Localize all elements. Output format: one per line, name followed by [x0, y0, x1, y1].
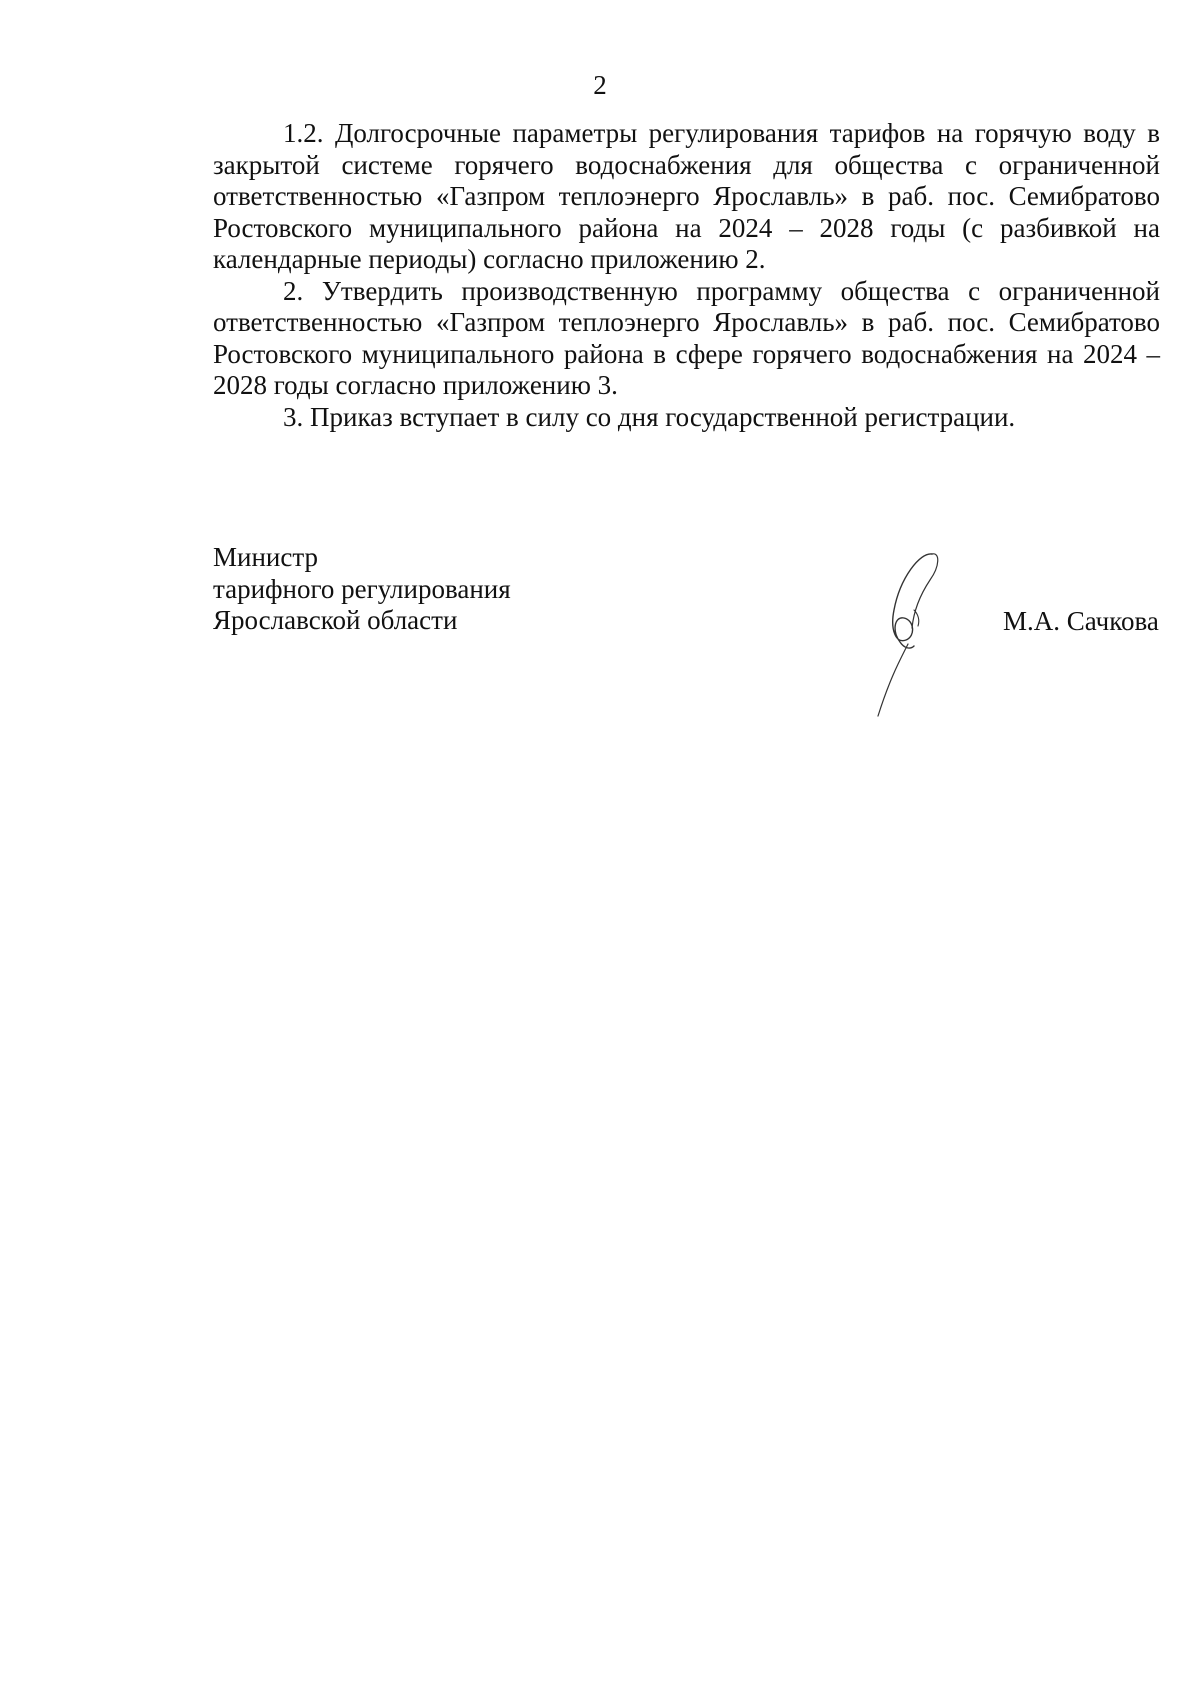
signatory-title: [213, 542, 511, 637]
signatory-title-line: тарифного регулирования: [213, 573, 511, 604]
paragraph-3: 3. Приказ вступает в силу со дня государственной регистрации.: [283, 401, 1016, 432]
signatory-title-line: Ярославской области: [213, 605, 458, 635]
signatory-title-line: Министр: [213, 542, 318, 572]
signatory-name: М.А. Сачкова: [1003, 606, 1159, 636]
page-number: 2: [593, 70, 607, 100]
paragraph-1-2: 1.2. Долгосрочные параметры регулирования тарифов на горячую воду в закрытой системе горячего водоснабжения для общества с ограниченной ответственностью «Газпром теплоэнерго Ярославль» в раб. пос. Семибратово Ростовского муниципального района на 2024 – 2028 годы (с разбивкой на календарные периоды) согласно приложению 2.: [213, 118, 1160, 274]
document-body: [213, 118, 1160, 433]
paragraph-2: 2. Утвердить производственную программу общества с ограниченной ответственностью «Газпром теплоэнерго Ярославль» в раб. пос. Семибратово Ростовского муниципального района в сфере горячего водоснабжения на 2024 – 2028 годы согласно приложению 3.: [213, 275, 1160, 400]
handwritten-signature: [870, 548, 980, 728]
